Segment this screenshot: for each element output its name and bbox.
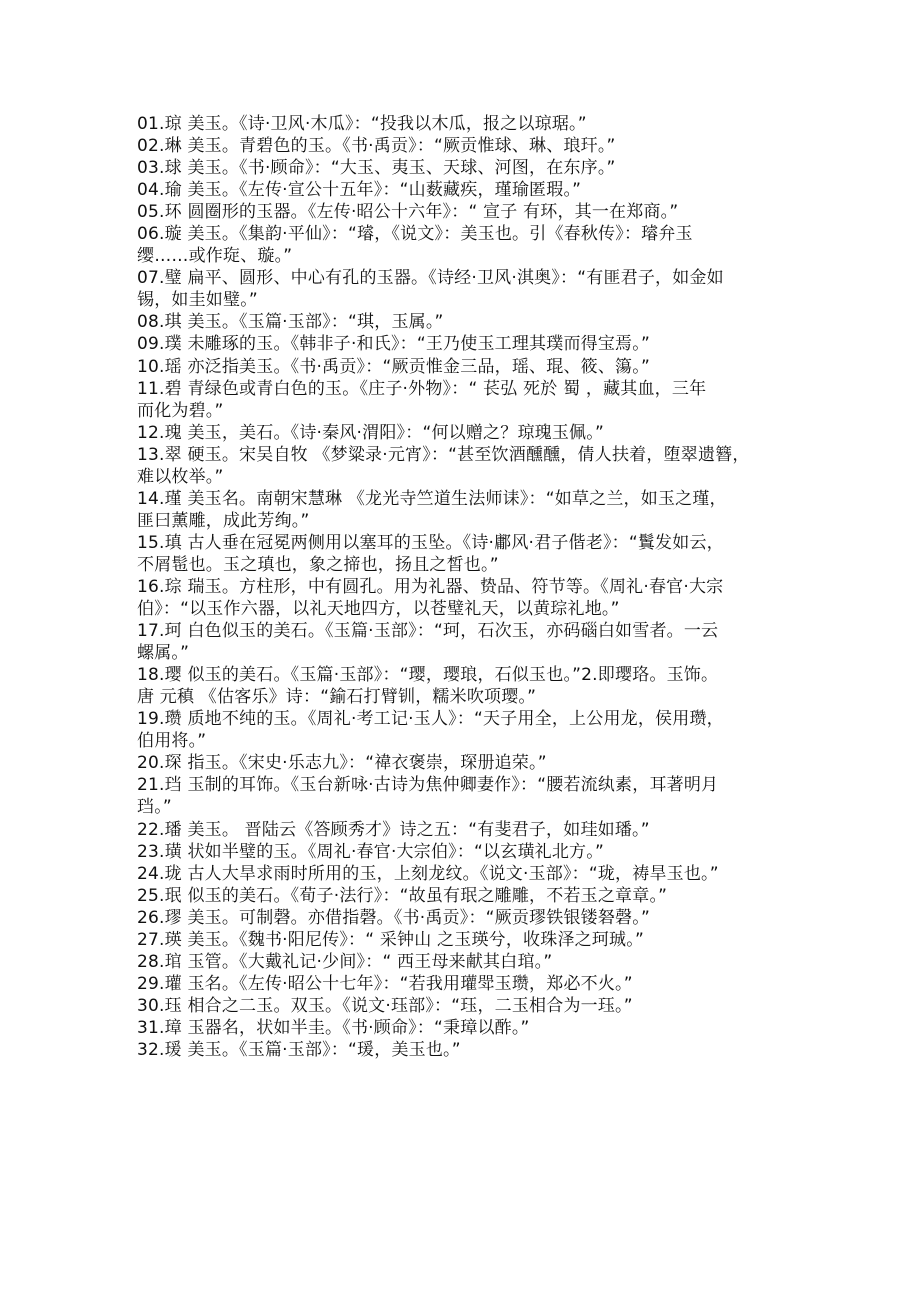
entry-line: 21.珰 玉制的耳饰。《玉台新咏·古诗为焦仲卿妻作》：“腰若流纨素，耳著明月 — [137, 775, 719, 796]
entry-line: 22.璠 美玉。 晋陆云《答顾秀才》诗之五：“有斐君子，如珪如璠。” — [137, 819, 650, 840]
entry-item — [137, 752, 817, 774]
document-body — [137, 113, 817, 1061]
entry-line: 不屑髢也。玉之瑱也，象之揥也，扬且之皙也。” — [137, 554, 499, 575]
entry-item — [137, 201, 817, 223]
entry-line: 螺属。” — [137, 643, 190, 664]
entry-item — [137, 774, 817, 818]
entry-item — [137, 576, 817, 620]
entry-line: 而化为碧。” — [137, 400, 224, 421]
entry-item — [137, 841, 817, 863]
entry-line: 04.瑜 美玉。《左传·宣公十五年》：“山薮藏疾，瑾瑜匿瑕。” — [137, 180, 582, 201]
entry-line: 29.瓘 玉名。《左传·昭公十七年》：“若我用瓘斝玉瓒，郑必不火。” — [137, 973, 633, 994]
entry-line: 07.璧 扁平、圆形、中心有孔的玉器。《诗经·卫风·淇奥》：“有匪君子，如金如 — [137, 268, 724, 289]
entry-item — [137, 356, 817, 378]
entry-line: 31.璋 玉器名，状如半圭。《书·顾命》：“秉璋以酢。” — [137, 1017, 530, 1038]
entry-item — [137, 620, 817, 664]
entry-item — [137, 333, 817, 355]
entry-line: 32.瑗 美玉。《玉篇·玉部》：“瑗，美玉也。” — [137, 1039, 461, 1060]
entry-line: 匪曰薰雕，成此芳绚。” — [137, 510, 310, 531]
entry-line: 23.璜 状如半璧的玉。《周礼·春官·大宗伯》：“以玄璜礼北方。” — [137, 841, 604, 862]
entry-line: 08.琪 美玉。《玉篇·玉部》：“琪，玉属。” — [137, 312, 444, 333]
entry-item — [137, 929, 817, 951]
entry-item — [137, 444, 817, 488]
entry-item — [137, 907, 817, 929]
entry-item — [137, 113, 817, 135]
entry-line: 伯》：“以玉作六器，以礼天地四方，以苍璧礼天，以黄琮礼地。” — [137, 599, 620, 620]
entry-line: 05.环 圆圈形的玉器。《左传·昭公十六年》：“ 宣子 有环，其一在郑商。” — [137, 202, 679, 223]
entry-line: 珰。” — [137, 797, 172, 818]
entry-item — [137, 135, 817, 157]
entry-item — [137, 157, 817, 179]
entry-line: 01.琼 美玉。《诗·卫风·木瓜》：“投我以木瓜，报之以琼琚。” — [137, 114, 587, 134]
entry-line: 16.琮 瑞玉。方柱形，中有圆孔。用为礼器、贽品、符节等。《周礼·春官·大宗 — [137, 576, 724, 597]
entry-line: 14.瑾 美玉名。南朝宋慧琳 《龙光寺竺道生法师诔》：“如草之兰，如玉之瑾， — [137, 488, 727, 509]
entry-line: 11.碧 青绿色或青白色的玉。《庄子·外物》：“ 苌弘 死於 蜀 ，藏其血，三年 — [137, 378, 707, 399]
entry-line: 06.璇 美玉。《集韵·平仙》：“璿，《说文》：美玉也。引《春秋传》：璿弁玉 — [137, 224, 693, 245]
entry-item — [137, 973, 817, 995]
entry-line: 02.琳 美玉。青碧色的玉。《书·禹贡》：“厥贡惟球、琳、琅玕。” — [137, 136, 616, 157]
entry-item — [137, 267, 817, 311]
entry-line: 30.珏 相合之二玉。双玉。《说文·珏部》：“珏，二玉相合为一珏。” — [137, 995, 633, 1016]
entry-line: 15.瑱 古人垂在冠冕两侧用以塞耳的玉坠。《诗·鄘风·君子偕老》：“鬒发如云， — [137, 532, 724, 553]
entry-line: 03.球 美玉。《书·顾命》：“大玉、夷玉、天球、河图，在东序。” — [137, 158, 616, 179]
entry-item — [137, 488, 817, 532]
entry-line: 28.琯 玉管。《大戴礼记·少间》：“ 西王母来献其白琯。” — [137, 951, 553, 972]
entry-line: 25.珉 似玉的美石。《荀子·法行》：“故虽有珉之雕雕，不若玉之章章。” — [137, 885, 668, 906]
entry-line: 27.瑛 美玉。《魏书·阳尼传》：“ 采钟山 之玉瑛兮，收珠泽之珂珹。” — [137, 929, 644, 950]
entry-item — [137, 951, 817, 973]
entry-line: 难以枚举。” — [137, 466, 224, 487]
entry-line: 17.珂 白色似玉的美石。《玉篇·玉部》：“珂，石次玉，亦码碯白如雪者。一云 — [137, 621, 719, 642]
entry-item — [137, 708, 817, 752]
entry-line: 10.瑶 亦泛指美玉。《书·禹贡》：“厥贡惟金三品，瑶、琨、筱、簜。” — [137, 356, 650, 377]
entry-item — [137, 1039, 817, 1061]
entry-line: 唐 元稹 《估客乐》诗：“鍮石打臂钏，糯米吹项璎。” — [137, 687, 537, 708]
entry-line: 20.琛 指玉。《宋史·乐志九》：“禕衣褒崇，琛册追荣。” — [137, 753, 547, 774]
entry-item — [137, 378, 817, 422]
entry-line: 24.珑 古人大旱求雨时所用的玉，上刻龙纹。《说文·玉部》：“珑，祷旱玉也。” — [137, 863, 719, 884]
entry-item — [137, 532, 817, 576]
entry-line: 18.璎 似玉的美石。《玉篇·玉部》：“璎，璎琅，石似玉也。”2.即璎珞。玉饰。 — [137, 665, 719, 686]
entry-line: 锡，如圭如璧。” — [137, 290, 258, 311]
entry-line: 19.瓒 质地不纯的玉。《周礼·考工记·玉人》：“天子用全，上公用龙，侯用瓒， — [137, 709, 724, 730]
entry-item — [137, 664, 817, 708]
entry-line: 09.璞 未雕琢的玉。《韩非子·和氏》：“王乃使玉工理其璞而得宝焉。” — [137, 334, 650, 355]
entry-line: 12.瑰 美玉，美石。《诗·秦风·渭阳》：“何以赠之？琼瑰玉佩。” — [137, 422, 604, 443]
entry-item — [137, 995, 817, 1017]
entry-item — [137, 223, 817, 267]
entry-item — [137, 1017, 817, 1039]
entry-item — [137, 311, 817, 333]
entry-item — [137, 885, 817, 907]
entry-line: 13.翠 硬玉。宋吴自牧 《梦粱录·元宵》：“甚至饮酒醺醺，倩人扶着，堕翠遗簪， — [137, 444, 750, 465]
entry-item — [137, 863, 817, 885]
entry-item — [137, 422, 817, 444]
entry-line: 26.璆 美玉。可制磬。亦借指磬。《书·禹贡》：“厥贡璆铁银镂砮磬。” — [137, 907, 650, 928]
entry-line: 伯用将。” — [137, 731, 207, 752]
entry-item — [137, 179, 817, 201]
entry-line: 缨……或作琁、璇。” — [137, 246, 293, 267]
entry-item — [137, 819, 817, 841]
